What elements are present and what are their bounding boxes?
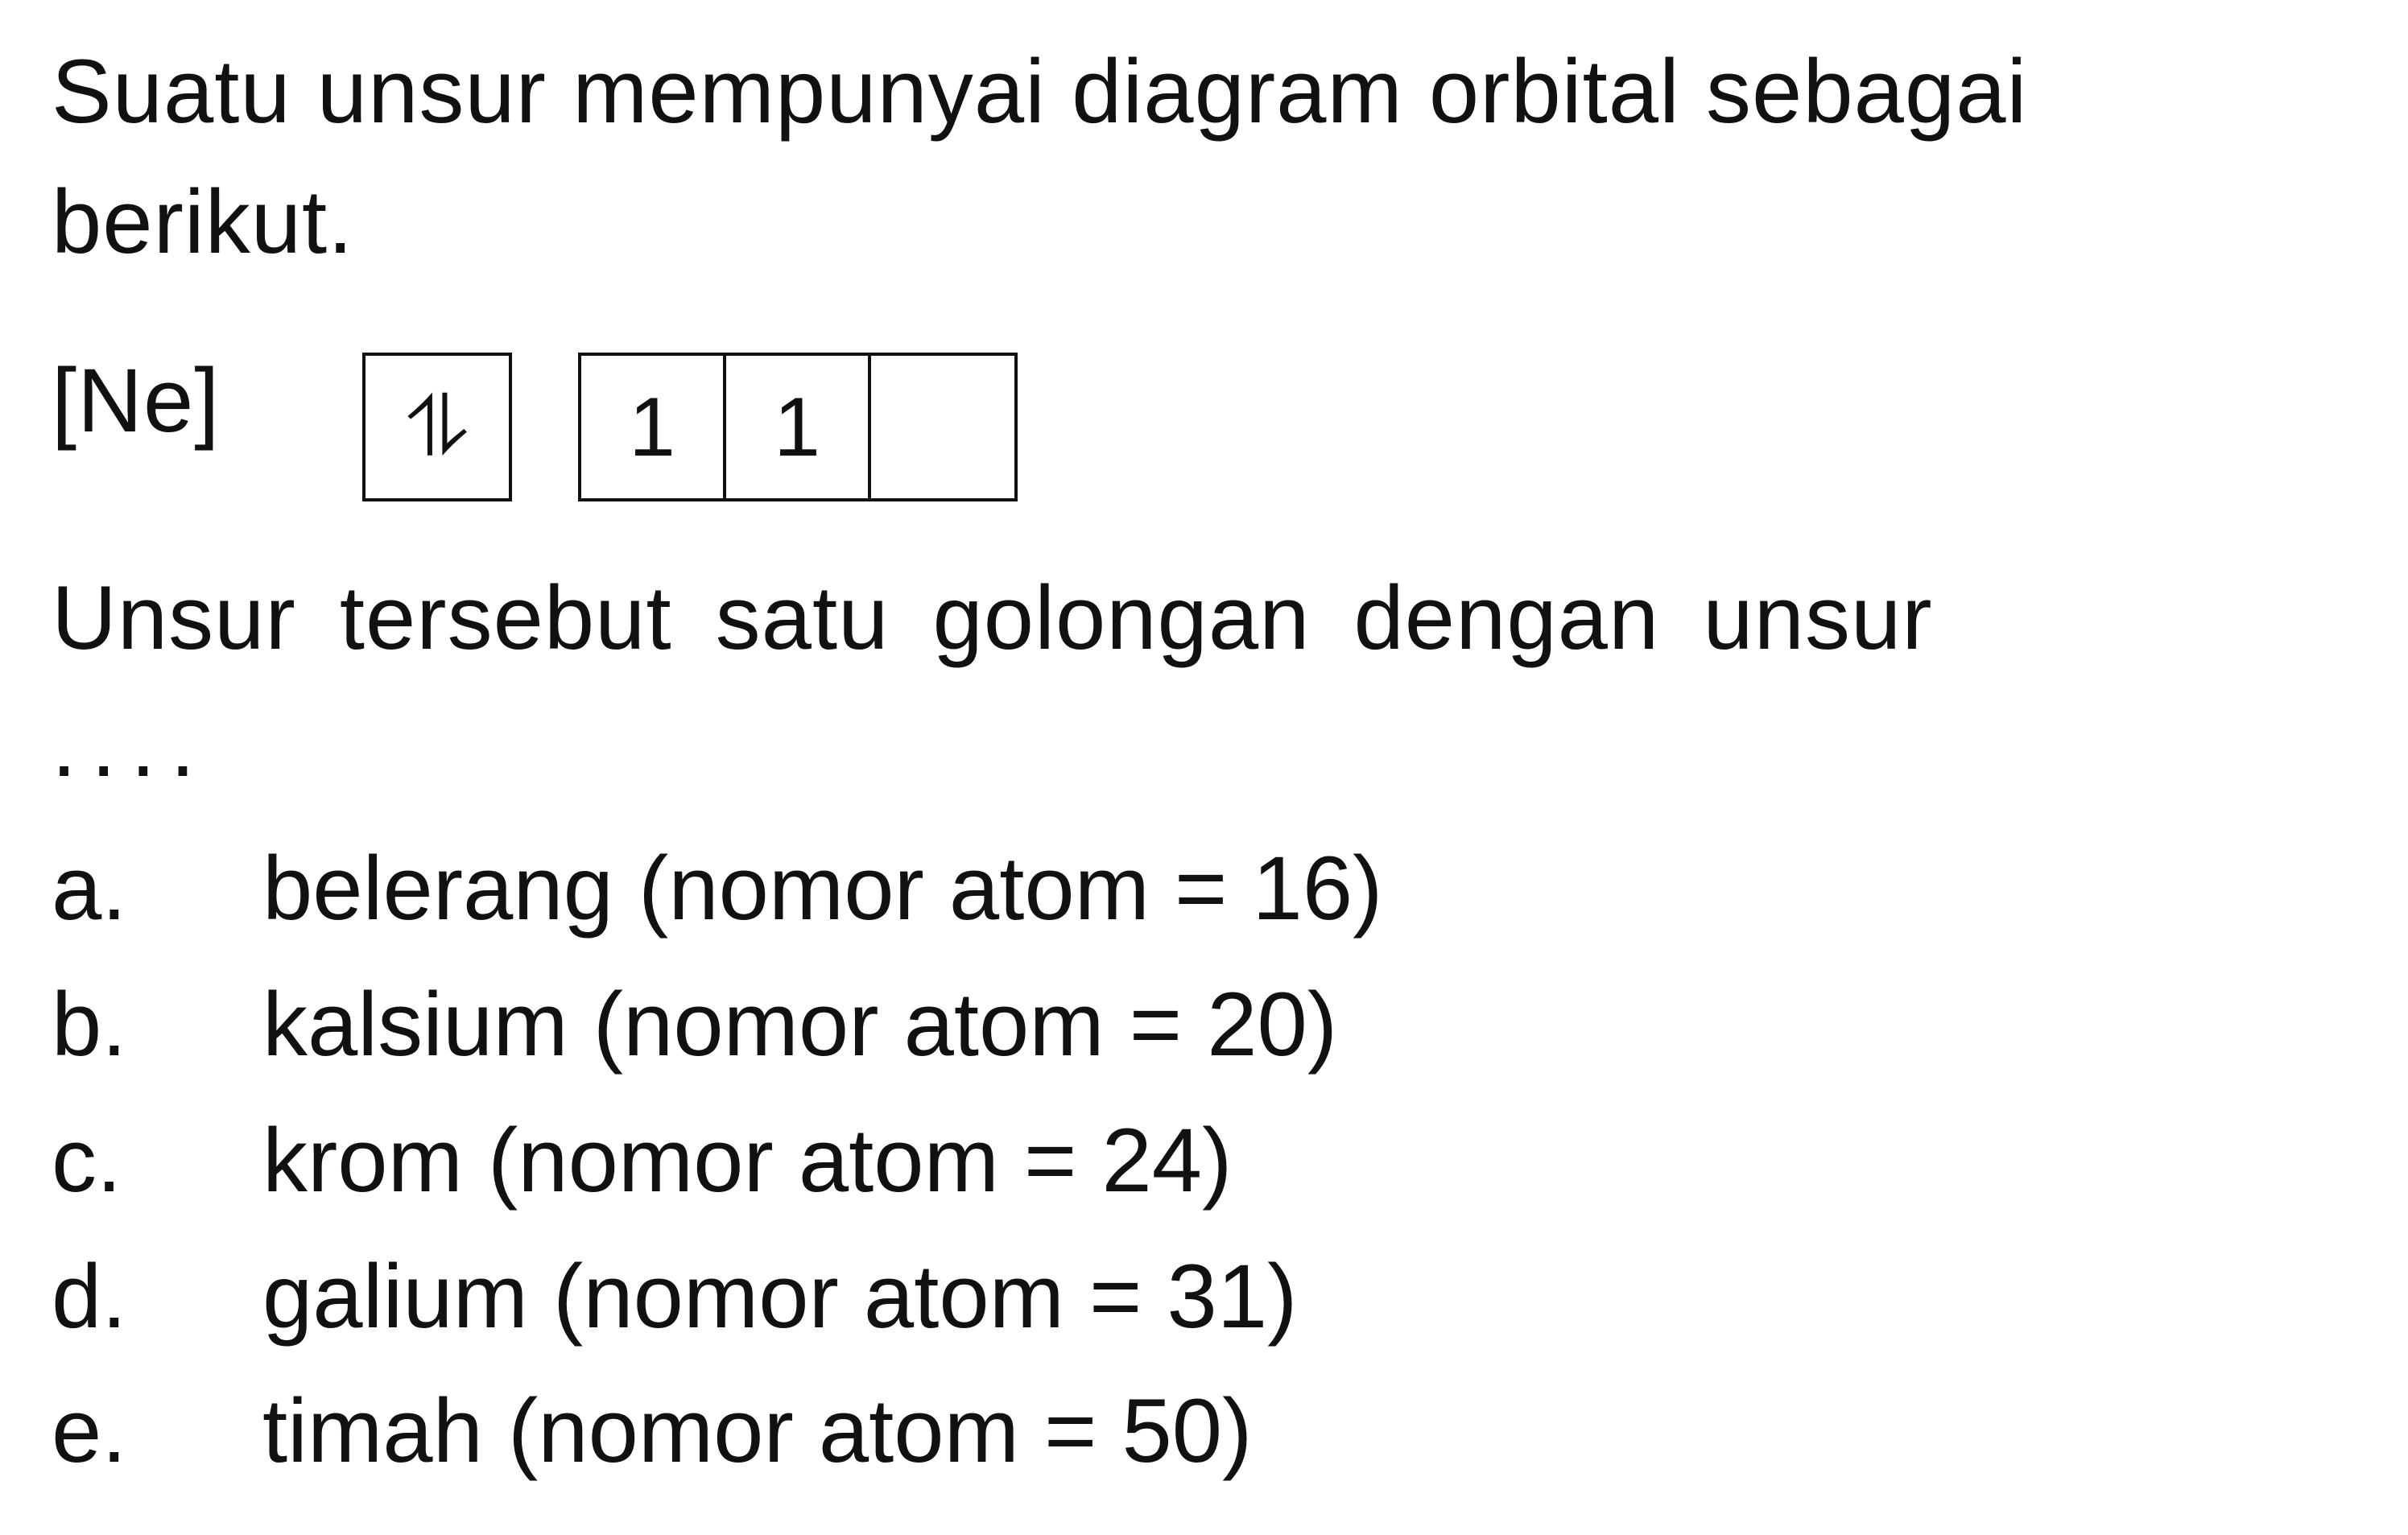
option-text: galium (nomor atom = 31): [262, 1246, 1298, 1347]
question-text-line-3: Unsur tersebut satu golongan dengan unsur: [52, 567, 1933, 668]
s-orbital-electrons: ⥮: [407, 380, 468, 474]
option-letter: c.: [52, 1110, 122, 1211]
p-orbital-3: [871, 356, 1016, 498]
question-text-line-2: berikut.: [52, 171, 354, 272]
option-text: krom (nomor atom = 24): [262, 1110, 1233, 1211]
noble-gas-core-label: [Ne]: [52, 350, 221, 451]
p-orbital-2: 1: [726, 356, 871, 498]
option-text: timah (nomor atom = 50): [262, 1380, 1253, 1481]
p-orbital-boxes: [578, 353, 1018, 501]
p-orbital-1: 1: [581, 356, 726, 498]
option-letter: e.: [52, 1380, 127, 1481]
option-letter: b.: [52, 974, 127, 1075]
option-letter: a.: [52, 838, 127, 939]
option-letter: d.: [52, 1246, 127, 1347]
option-text: belerang (nomor atom = 16): [262, 838, 1383, 939]
question-text-line-1: Suatu unsur mempunyai diagram orbital sebagai: [52, 41, 2028, 142]
option-text: kalsium (nomor atom = 20): [262, 974, 1338, 1075]
s-orbital-box: [362, 353, 512, 501]
question-ellipsis: ....: [52, 695, 210, 795]
